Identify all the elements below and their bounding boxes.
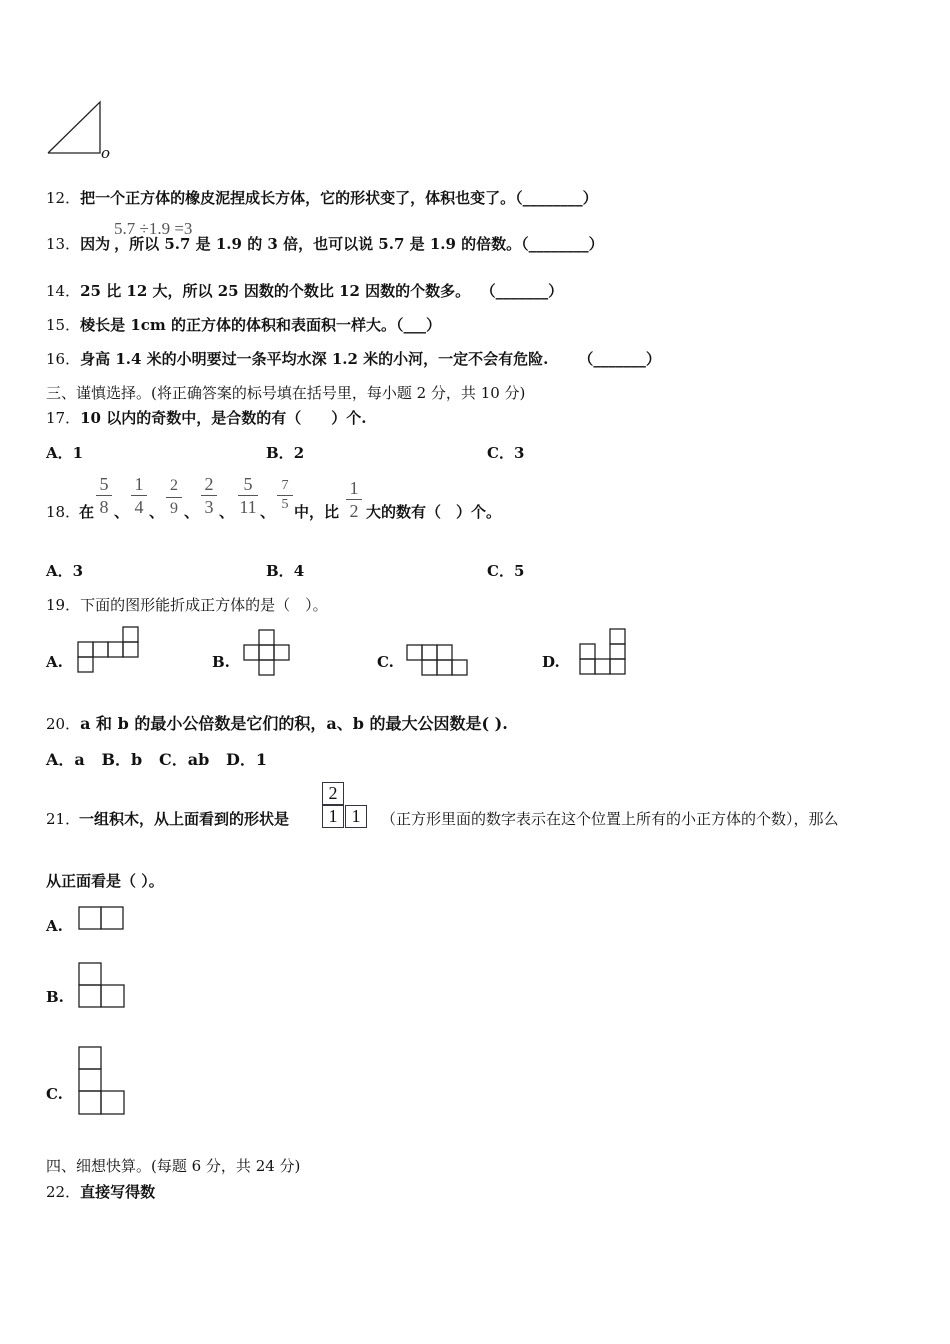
q17-option-c[interactable]: C．3 [487,444,525,462]
q19-net-a[interactable] [77,626,139,672]
question-number: 19． [46,596,81,614]
q19-option-c-label[interactable]: C. [377,653,394,671]
fraction-5-8: 5 8 [94,474,114,517]
question-text: 10 以内的奇数中，是合数的有（ ）个. [80,409,367,427]
answer-blank[interactable]: （________） [521,235,604,253]
q18-post: 大的数有（ ）个。 [366,503,502,521]
answer-blank[interactable]: （________） [515,189,598,207]
separator: 、 [219,503,235,521]
q18-option-c[interactable]: C．5 [487,562,525,580]
top-view-grid [320,782,368,828]
question-number: 20． [46,715,81,733]
answer-blank[interactable]: （_______） [578,350,661,368]
q21-view-a[interactable] [78,906,125,930]
question-15 [46,314,441,335]
q21-view-b[interactable] [78,962,126,1009]
q18-option-a[interactable]: A．3 [46,562,84,580]
q13-expression: 5.7 ÷1.9 =3 [114,219,193,238]
question-21-post: （正方形里面的数字表示在这个位置上所有的小正方体的个数），那么 [381,810,839,828]
question-16 [46,348,661,369]
q20-option-b[interactable]: B．b [101,750,143,769]
fraction-5-11: 5 11 [239,474,257,517]
question-number: 12． [46,189,81,207]
question-text: a 和 b 的最小公倍数是它们的积，a、b 的最大公因数是( ). [80,714,508,733]
question-number: 17． [46,409,81,427]
q21-option-b-label[interactable]: B. [46,988,64,1006]
q19-option-b-label[interactable]: B. [212,653,230,671]
separator: 、 [149,503,165,521]
question-21-line2: 从正面看是（ ）。 [46,872,164,890]
grid-cell-top: 2 [322,782,344,805]
question-text: 下面的图形能折成正方体的是（ ）。 [80,596,328,614]
answer-blank[interactable]: （_______） [488,282,564,300]
q19-net-b[interactable] [243,629,290,675]
question-number: 13． [46,235,81,253]
q17-option-a[interactable]: A．1 [46,444,84,462]
q21-view-c[interactable] [78,1046,126,1116]
question-number: 14． [46,282,81,300]
question-pre: 因为 [80,235,111,253]
question-text: 棱长是 1cm 的正方体的体积和表面积一样大。 [80,316,396,334]
fraction-2-3: 2 3 [199,474,219,517]
q20-option-d[interactable]: D．1 [225,750,268,769]
fraction-1-4: 1 4 [129,474,149,517]
separator: 、 [260,503,276,521]
question-12 [46,187,598,208]
question-text: 直接写得数 [80,1183,156,1201]
question-17 [46,407,366,428]
q20-option-a[interactable]: A．a [46,750,85,769]
separator: 、 [184,503,200,521]
fraction-2-9: 2 9 [164,476,184,519]
q19-net-d[interactable] [579,628,626,674]
answer-blank[interactable]: （___） [395,316,441,334]
question-20 [46,711,508,734]
question-18-pre: 在 [79,503,95,521]
grid-cell-right: 1 [345,805,367,828]
question-text: 25 比 12 大，所以 25 因数的个数比 12 因数的个数多。 [80,282,471,300]
question-number: 15． [46,316,81,334]
q18-option-b[interactable]: B．4 [266,562,305,580]
q19-option-a-label[interactable]: A. [46,653,63,671]
question-21-number: 21． [46,810,81,828]
q19-option-d-label[interactable]: D. [542,653,560,671]
question-text: 把一个正方体的橡皮泥捏成长方体，它的形状变了，体积也变了。 [80,189,516,207]
question-19 [46,594,328,615]
question-number: 22． [46,1183,81,1201]
section-4-title: 四、细想快算。(每题 6 分，共 24 分) [46,1157,301,1175]
q19-net-c[interactable] [406,644,468,675]
question-text: 身高 1.4 米的小明要过一条平均水深 1.2 米的小河，一定不会有危险. [80,350,549,368]
question-number: 16． [46,350,81,368]
question-14 [46,280,563,301]
q20-options [46,747,267,770]
question-21-pre: 一组积木，从上面看到的形状是 [79,810,290,828]
q17-option-b[interactable]: B．2 [266,444,305,462]
q20-option-c[interactable]: C．ab [158,750,210,769]
q21-option-c-label[interactable]: C. [46,1085,63,1103]
fraction-7-5: 7 5 [275,478,295,513]
question-22 [46,1181,155,1202]
fraction-1-2: 1 2 [344,478,364,521]
grid-cell-left: 1 [322,805,344,828]
question-18-number: 18． [46,503,81,521]
separator: 、 [114,503,130,521]
question-text: ，所以 5.7 是 1.9 的 3 倍，也可以说 5.7 是 1.9 的倍数。 [114,235,522,253]
triangle-vertex-label: o [101,144,111,162]
q21-option-a-label[interactable]: A. [46,917,63,935]
q18-mid: 中，比 [294,503,340,521]
section-3-title: 三、谨慎选择。(将正确答案的标号填在括号里，每小题 2 分，共 10 分) [46,384,526,402]
